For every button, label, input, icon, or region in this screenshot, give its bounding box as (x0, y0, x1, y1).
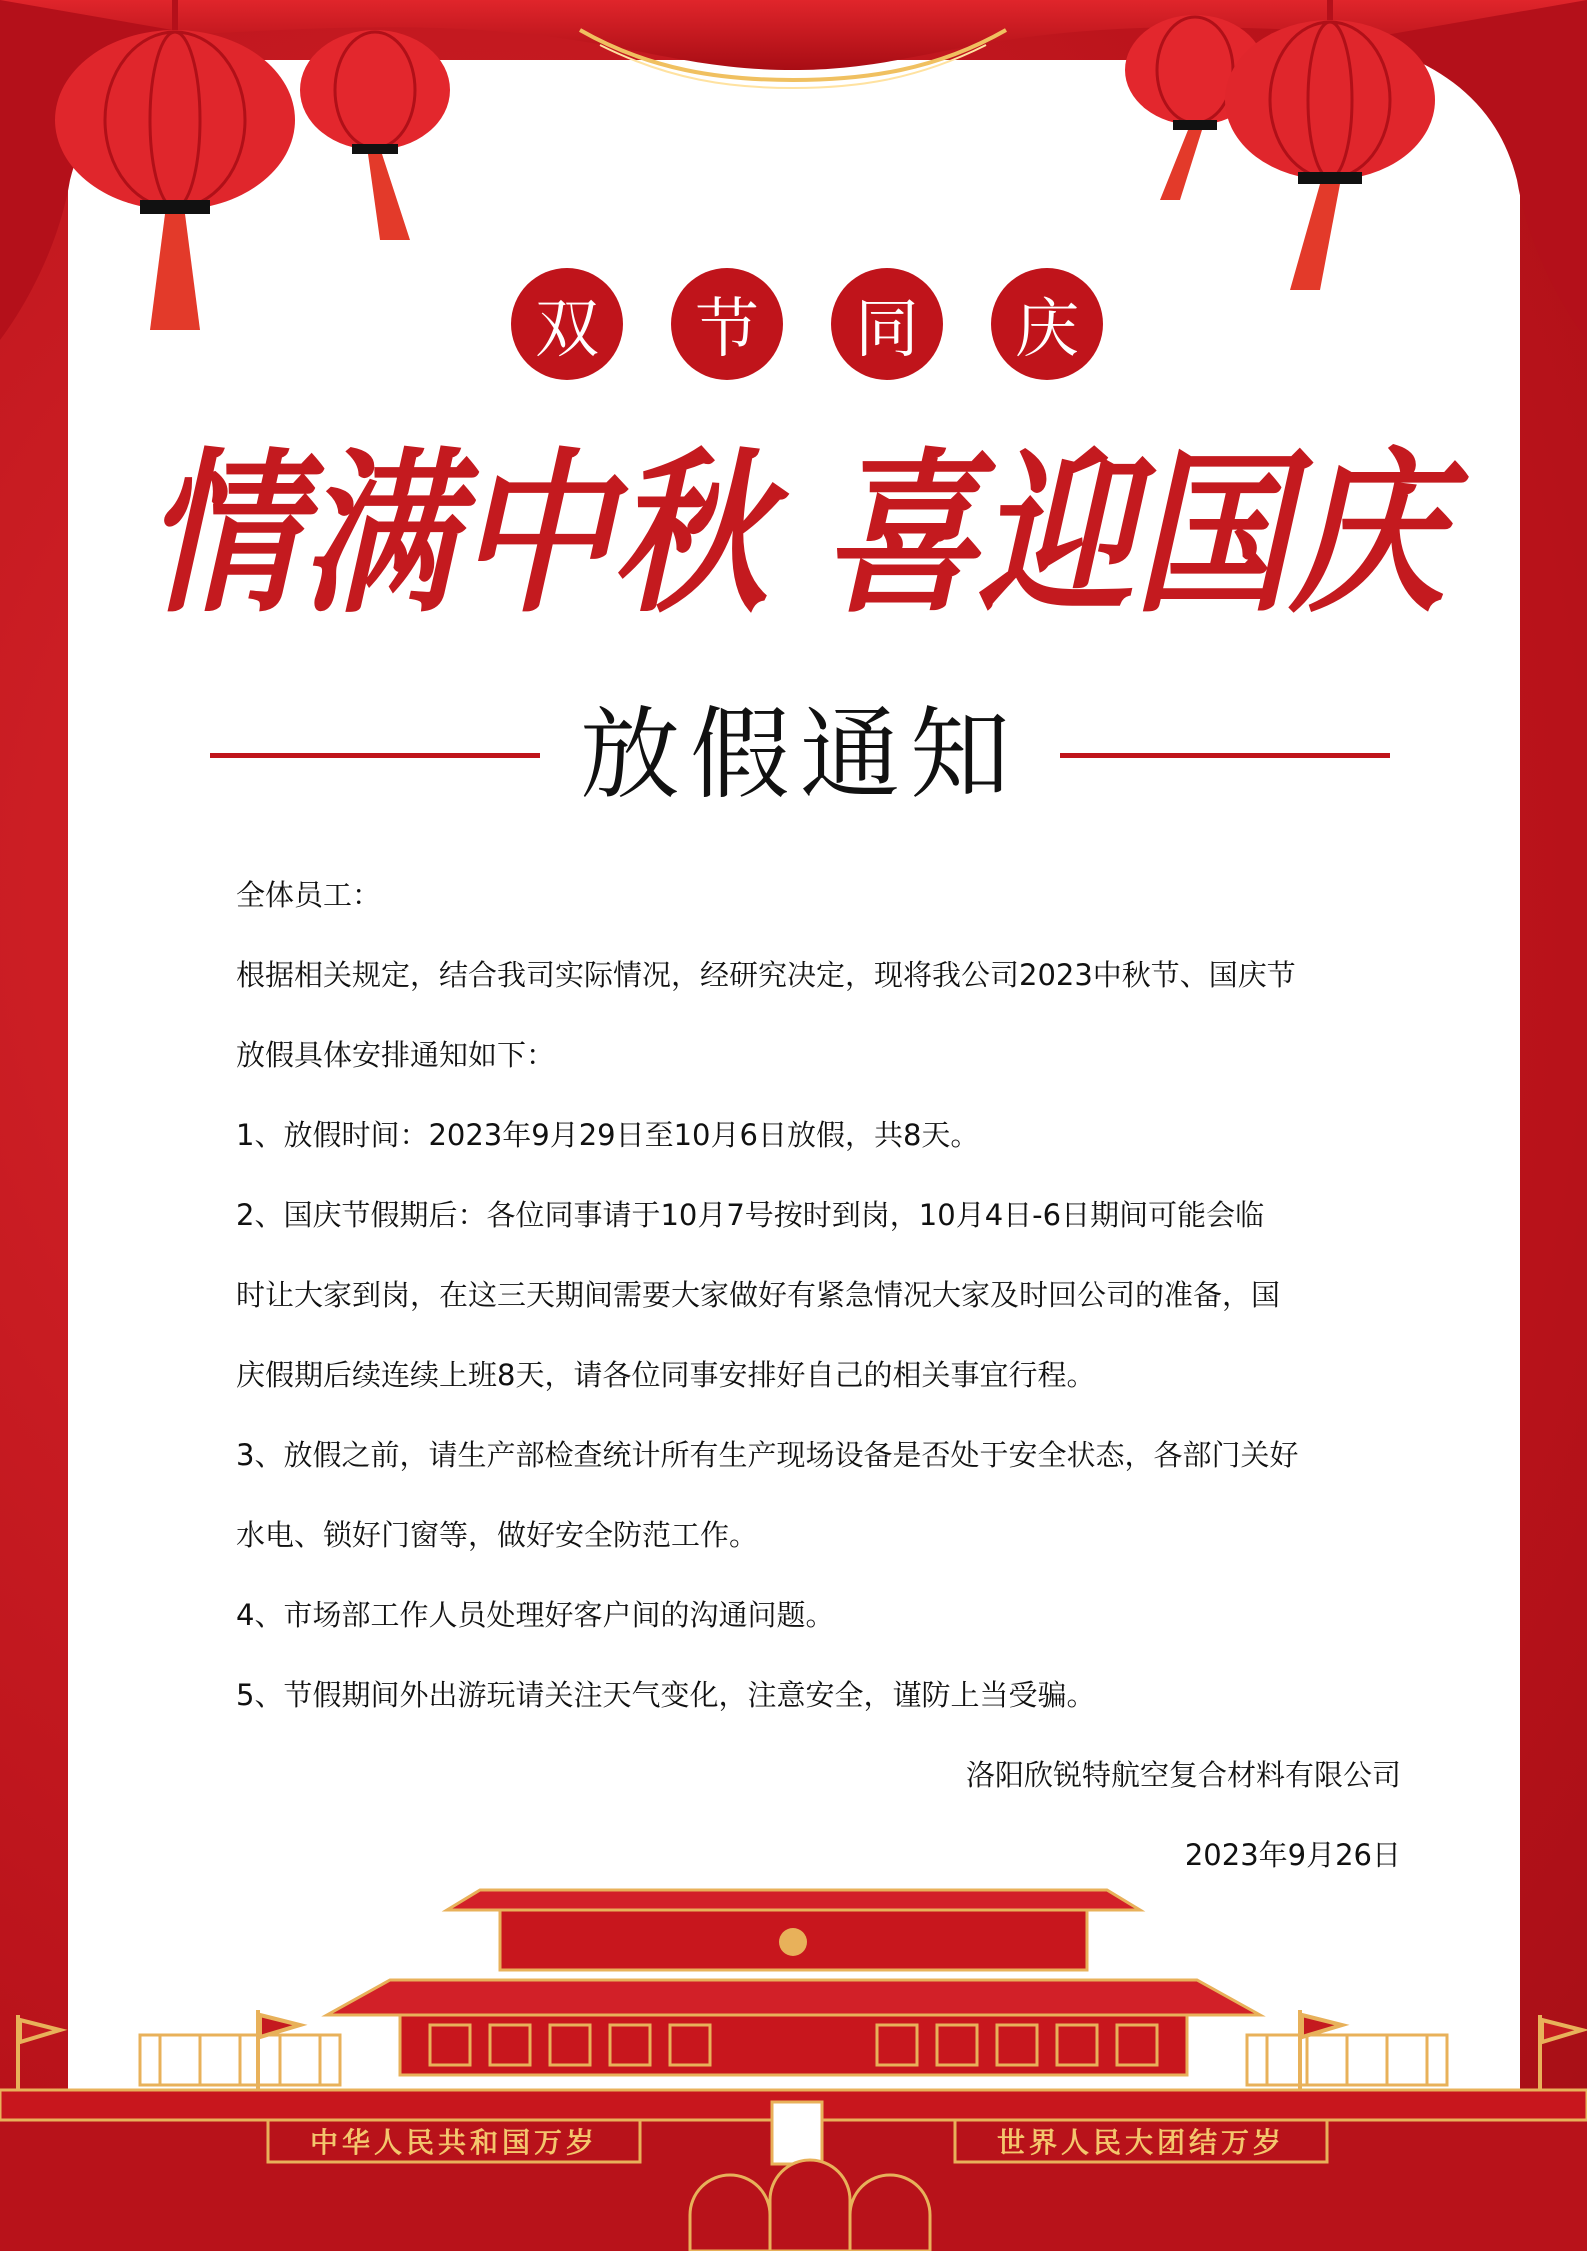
item-5: 5、节假期间外出游玩请关注天气变化，注意安全，谨防上当受骗。 (236, 1678, 1096, 1712)
intro-line-2: 放假具体安排通知如下： (236, 1038, 556, 1072)
title-badges (511, 268, 1111, 378)
signature-date: 2023年9月26日 (1184, 1838, 1401, 1872)
item-1: 1、放假时间：2023年9月29日至10月6日放假，共8天。 (236, 1118, 980, 1152)
headline-text: 情满中秋 喜迎国庆 (145, 432, 1470, 637)
badge-1: 双 (511, 268, 623, 380)
left-railing (140, 2035, 340, 2085)
item-2-line-3: 庆假期后续连续上班8天，请各位同事安排好自己的相关事宜行程。 (236, 1358, 1096, 1392)
title-rule-left (210, 753, 540, 758)
item-3-line-2: 水电、锁好门窗等，做好安全防范工作。 (236, 1518, 759, 1552)
badge-2: 节 (671, 268, 783, 380)
item-2-line-1: 2、国庆节假期后：各位同事请于10月7号按时到岗，10月4日-6日期间可能会临 (236, 1198, 1265, 1232)
headline-calligraphy (120, 400, 1470, 660)
left-banner-text: 中华人民共和国万岁 (309, 2126, 599, 2159)
badge-4: 庆 (991, 268, 1103, 380)
badge-3: 同 (831, 268, 943, 380)
item-3-line-1: 3、放假之前，请生产部检查统计所有生产现场设备是否处于安全状态，各部门关好 (236, 1438, 1299, 1472)
item-2-line-2: 时让大家到岗，在这三天期间需要大家做好有紧急情况大家及时回公司的准备，国 (236, 1278, 1281, 1312)
upper-roof (447, 1890, 1140, 1910)
greeting: 全体员工： (236, 878, 382, 912)
right-banner-text: 世界人民大团结万岁 (996, 2126, 1286, 2159)
lantern-left-large (55, 0, 295, 330)
notice-title: 放假通知 (580, 696, 1020, 813)
right-railing (1247, 2035, 1447, 2085)
notice-body (236, 855, 1401, 1895)
notice-title-row (210, 690, 1390, 820)
lower-roof (327, 1980, 1260, 2015)
tiananmen-gate-illustration (0, 1820, 1587, 2251)
intro-line-1: 根据相关规定，结合我司实际情况，经研究决定，现将我公司2023中秋节、国庆节 (236, 958, 1296, 992)
lantern-left-small (300, 30, 450, 240)
item-4: 4、市场部工作人员处理好客户间的沟通问题。 (236, 1598, 835, 1632)
national-emblem (779, 1928, 807, 1956)
company-signature: 洛阳欣锐特航空复合材料有限公司 (965, 1758, 1401, 1792)
lantern-right-large (1225, 0, 1435, 290)
title-rule-right (1060, 753, 1390, 758)
portrait-frame (772, 2102, 822, 2164)
